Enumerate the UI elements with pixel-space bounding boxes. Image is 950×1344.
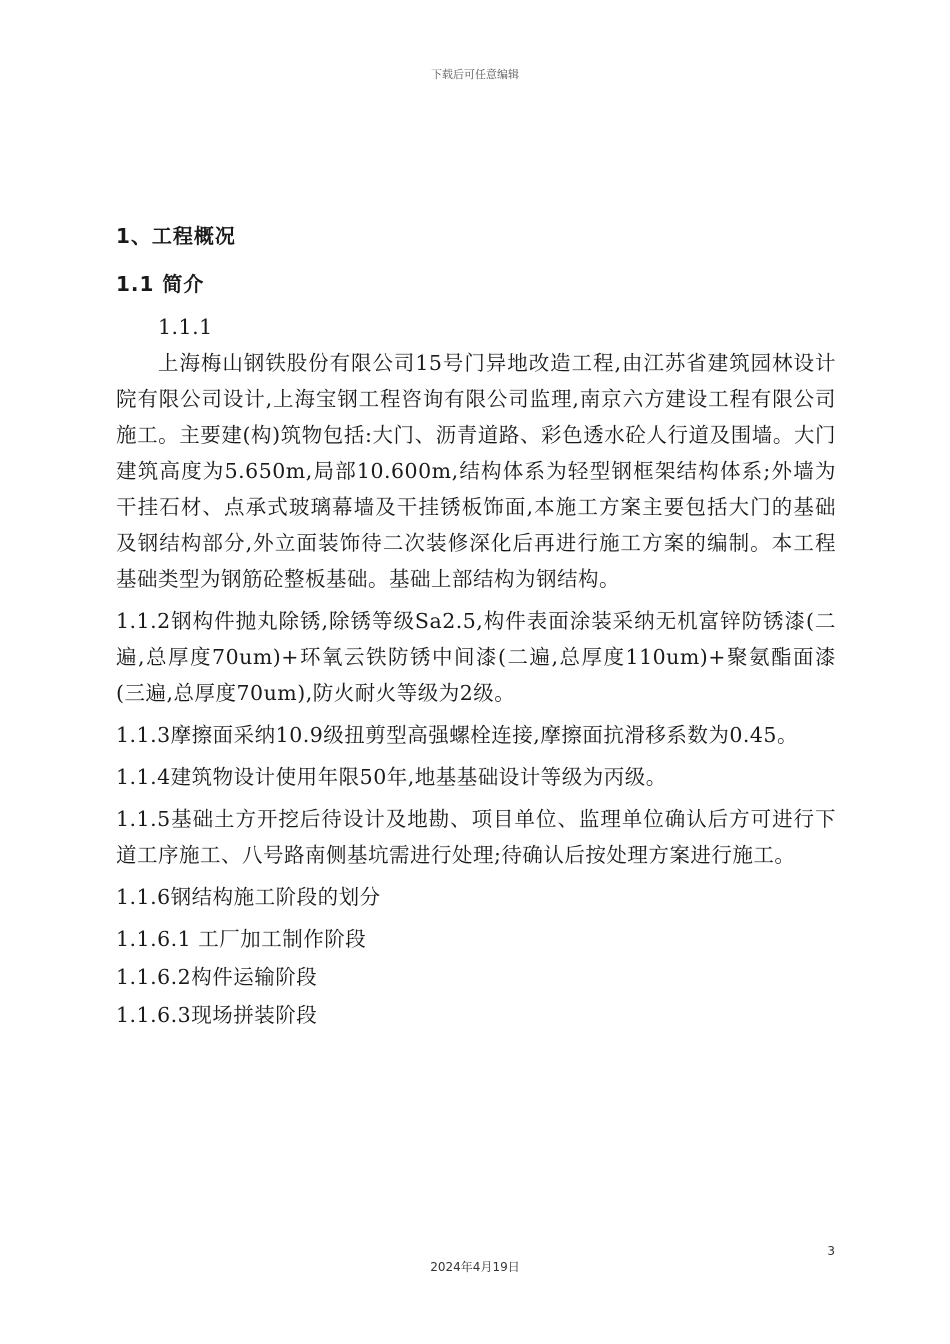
clause-1-1-6: 1.1.6钢结构施工阶段的划分 xyxy=(116,885,381,909)
clause-1-1-4: 1.1.4建筑物设计使用年限50年,地基基础设计等级为丙级。 xyxy=(116,765,667,789)
page-footer-date: 2024年4月19日 xyxy=(430,1260,520,1274)
clause-1-1-3: 1.1.3摩擦面采纳10.9级扭剪型高强螺栓连接,摩擦面抗滑移系数为0.45。 xyxy=(116,723,798,747)
clause-1-1-5: 1.1.5基础土方开挖后待设计及地勘、项目单位、监理单位确认后方可进行下道工序施工、八号路南侧基坑需进行处理;待确认后按处理方案进行施工。 xyxy=(116,807,836,867)
page-header: 下载后可任意编辑 xyxy=(431,68,519,81)
clause-1-1-2: 1.1.2钢构件抛丸除锈,除锈等级Sa2.5,构件表面涂装采纳无机富锌防锈漆(二遍,总厚度70um)+环氧云铁防锈中间漆(二遍,总厚度110um)+聚氨酯面漆(三遍,总厚度70um),防火耐火等级为2级。 xyxy=(116,609,836,705)
clause-1-1-1-label: 1.1.1 xyxy=(158,315,213,339)
section-heading: 1、工程概况 xyxy=(116,224,236,248)
page-number: 3 xyxy=(827,1244,835,1258)
clause-1-1-6-1: 1.1.6.1 工厂加工制作阶段 xyxy=(116,927,367,951)
document-body xyxy=(116,217,836,1033)
clause-1-1-6-3: 1.1.6.3现场拼装阶段 xyxy=(116,1003,318,1027)
clause-1-1-6-2: 1.1.6.2构件运输阶段 xyxy=(116,965,318,989)
clause-1-1-1-text: 上海梅山钢铁股份有限公司15号门异地改造工程,由江苏省建筑园林设计院有限公司设计,上海宝钢工程咨询有限公司监理,南京六方建设工程有限公司施工。主要建(构)筑物包括:大门、沥青道路、彩色透水砼人行道及围墙。大门建筑高度为5.650m,局部10.600m,结构体系为轻型钢框架结构体系;外墙为干挂石材、点承式玻璃幕墙及干挂锈板饰面,本施工方案主要包括大门的基础及钢结构部分,外立面装饰待二次装修深化后再进行施工方案的编制。本工程基础类型为钢筋砼整板基础。基础上部结构为钢结构。 xyxy=(116,351,836,591)
subsection-heading: 1.1 简介 xyxy=(116,272,205,296)
